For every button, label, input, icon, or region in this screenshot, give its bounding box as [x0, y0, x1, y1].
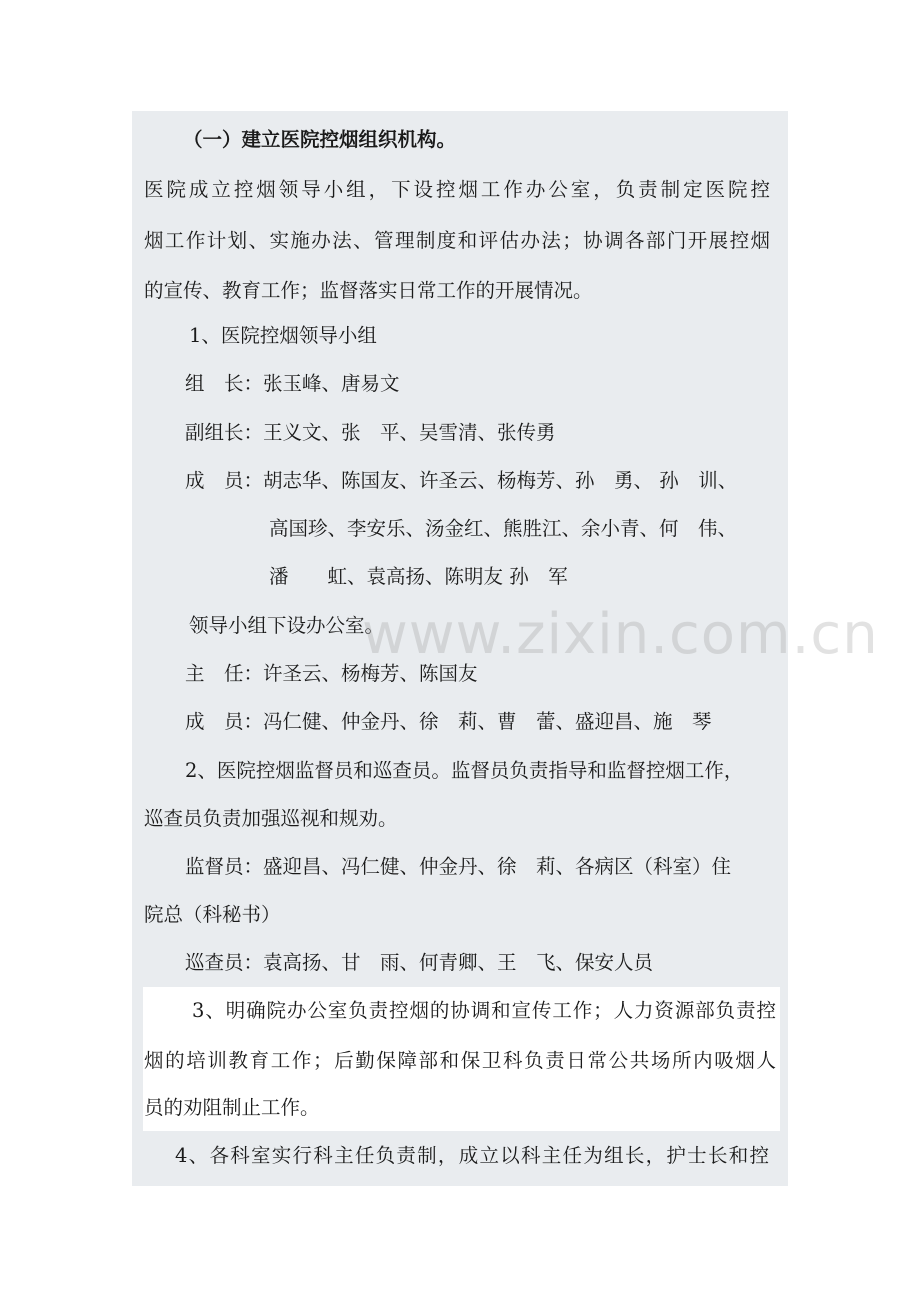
intro-line: 烟工作计划、实施办法、管理制度和评估办法；协调各部门开展控烟 [144, 229, 770, 252]
inspectors-line: 巡查员：袁高扬、甘 雨、何青卿、王 飞、保安人员 [185, 951, 654, 974]
supervisors-line: 院总（科秘书） [144, 903, 281, 926]
section2-line: 2、医院控烟监督员和巡查员。监督员负责指导和监督控烟工作， [185, 759, 744, 782]
supervisors-line: 监督员：盛迎昌、冯仁健、仲金丹、徐 莉、各病区（科室）住 [185, 855, 732, 878]
watermark: www.zixin.com.cn [362, 602, 879, 667]
office-director-line: 主 任：许圣云、杨梅芳、陈国友 [185, 662, 478, 685]
office-members-line: 成 员：冯仁健、仲金丹、徐 莉、曹 蕾、盛迎昌、施 琴 [185, 710, 712, 733]
section3-line: 烟的培训教育工作；后勤保障部和保卫科负责日常公共场所内吸烟人 [144, 1049, 776, 1072]
intro-line: 的宣传、教育工作；监督落实日常工作的开展情况。 [144, 279, 593, 302]
members-line: 高国珍、李安乐、汤金红、熊胜江、余小青、何 伟、 [269, 517, 738, 540]
deputy-leaders-line: 副组长：王义文、张 平、吴雪清、张传勇 [185, 421, 556, 444]
section2-line: 巡查员负责加强巡视和规劝。 [144, 807, 398, 830]
members-line: 成 员：胡志华、陈国友、许圣云、杨梅芳、孙 勇、 孙 训、 [185, 469, 738, 492]
members-line: 潘 虹、袁高扬、陈明友 孙 军 [269, 565, 568, 588]
section-heading: （一）建立医院控烟组织机构。 [183, 128, 457, 151]
section4-line: 4、各科室实行科主任负责制，成立以科主任为组长，护士长和控 [175, 1144, 769, 1167]
leaders-line: 组 长：张玉峰、唐易文 [185, 372, 400, 395]
office-intro: 领导小组下设办公室。 [189, 614, 385, 637]
intro-line: 医院成立控烟领导小组，下设控烟工作办公室，负责制定医院控 [144, 178, 770, 201]
section1-title: 1、医院控烟领导小组 [189, 324, 377, 347]
section3-line: 3、明确院办公室负责控烟的协调和宣传工作；人力资源部负责控 [192, 999, 776, 1022]
section3-line: 员的劝阻制止工作。 [144, 1096, 320, 1119]
